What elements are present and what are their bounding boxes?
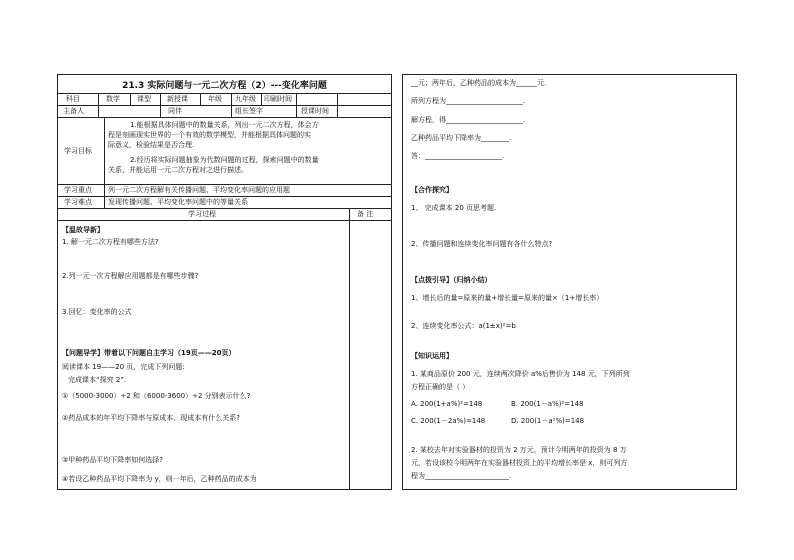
table-line xyxy=(58,117,391,118)
sub-question-4: ④若设乙种药品平均下降率为 y，则一年后，乙种药品的成本为 xyxy=(62,475,257,483)
table-line xyxy=(58,93,391,94)
key-point-text: 列一元二次方程解有关传播问题、平均变化率问题的应用题 xyxy=(108,186,290,194)
table-line xyxy=(58,220,391,221)
tips-title: 【点拨引导】（归纳小结） xyxy=(411,276,492,284)
grade-label: 年级 xyxy=(208,95,222,103)
coop-item-1: 1、 完成课本 20 页思考题. xyxy=(411,204,497,212)
answer-line-1: __元；两年后，乙种药品的成本为______元. xyxy=(411,79,547,87)
subject-value: 数学 xyxy=(106,95,120,103)
option-a: A. 200(1+a%)²=148 xyxy=(411,400,483,408)
exercise-2-line-2: 元，若设该校今明两年在实验器材投资上的平均增长率是 x，则可列方 xyxy=(411,459,628,467)
goal-line: 际意义，检验结果是否合理. xyxy=(108,141,195,149)
table-line xyxy=(58,208,391,209)
exercise-1-line-2: 方程正确的是（ ） xyxy=(411,383,470,391)
option-d: D. 200(1－a²%)=148 xyxy=(511,417,585,425)
inquiry-instruction: 完成课本“探究 2”. xyxy=(68,376,127,384)
goal-line: 2.经历将实际问题抽象为代数问题的过程，探索问题中的数量 xyxy=(130,156,319,164)
peer-label: 同伴 xyxy=(168,107,182,115)
review-title: 【温故导新】 xyxy=(62,226,104,234)
key-point-label: 学习重点 xyxy=(64,186,92,194)
leader-sign-label: 组长签字 xyxy=(235,107,263,115)
difficulty-label: 学习难点 xyxy=(64,198,92,206)
teach-time-label: 授课时间 xyxy=(301,107,329,115)
coop-item-2: 2、传播问题和连续变化率问题有各什么特点? xyxy=(411,240,553,248)
question-1: 1. 解一元二次方程有哪些方法? xyxy=(62,238,159,246)
option-c: C. 200(1－2a%)=148 xyxy=(411,417,486,425)
grade-value: 九年级 xyxy=(235,95,256,103)
type-value: 新授课 xyxy=(167,95,188,103)
option-b: B. 200(1－a%)²=148 xyxy=(511,400,584,408)
read-instruction: 阅读课本 19——20 页，完成下列问题: xyxy=(62,363,185,371)
notes-header: 备 注 xyxy=(357,210,374,218)
goal-line: 程是刻画现实世界的一个有效的数学模型，并能根据具体问题的实 xyxy=(108,131,311,139)
table-line xyxy=(58,196,391,197)
coop-title: 【合作探究】 xyxy=(411,186,453,194)
table-line xyxy=(58,184,391,185)
exercise-2-line-1: 2. 某校去年对实验器材的投资为 2 万元，预计今明两年的投资为 8 万 xyxy=(411,446,627,454)
question-2: 2.列一元一次方程解应用题都是有哪些步骤? xyxy=(62,272,199,280)
preparer-label: 主备人 xyxy=(63,107,84,115)
question-3: 3.回忆：变化率的公式 xyxy=(62,308,132,316)
answer-line-3: 解方程，得______________________. xyxy=(411,116,526,124)
apply-title: 【知识运用】 xyxy=(411,352,453,360)
page-title: 21.3 实际问题与一元二次方程（2）---变化率问题 xyxy=(122,81,327,91)
goal-line: 1.能根据具体问题中的数量关系，列出一元二次方程，体会方 xyxy=(130,121,319,129)
tip-2: 2、连续变化率公式：a(1±x)²=b xyxy=(411,322,516,330)
difficulty-text: 发现传播问题、平均变化率问题中的等量关系 xyxy=(108,198,248,206)
answer-line-2: 所列方程为______________________. xyxy=(411,97,526,105)
answer-line-4: 乙种药品平均下降率为________. xyxy=(411,134,512,142)
goal-line: 关系，并能运用一元二次方程对之进行描述。 xyxy=(108,166,248,174)
process-header: 学习过程 xyxy=(188,210,216,218)
type-label: 课型 xyxy=(137,95,151,103)
exercise-1-line-1: 1. 某商品原价 200 元，连续两次降价 a%后售价为 148 元，下列所列 xyxy=(411,370,630,378)
subject-label: 科目 xyxy=(66,95,80,103)
tip-1: 1、增长后的量=原来的量+增长量=原来的量×（1+增长率） xyxy=(411,294,604,302)
table-line xyxy=(58,105,391,106)
guide-title: 【问题导学】带着以下问题自主学习（19页——20页） xyxy=(62,349,236,357)
left-page xyxy=(57,74,392,490)
goals-label: 学习目标 xyxy=(64,147,92,155)
answer-line-5: 答：______________________. xyxy=(411,152,505,160)
exercise-2-line-3: 程为________________________. xyxy=(411,472,512,480)
sub-question-3: ③甲种药品平均下降率如何选择? xyxy=(62,456,163,464)
sub-question-1: ①（5000-3000）÷2 和（6000-3600）÷2 分别表示什么? xyxy=(62,392,251,400)
right-page xyxy=(402,74,737,490)
sub-question-2: ②药品成本的年平均下降率与原成本、现成本有什么关系? xyxy=(62,414,240,422)
print-time-label: 印刷时间 xyxy=(264,95,292,103)
